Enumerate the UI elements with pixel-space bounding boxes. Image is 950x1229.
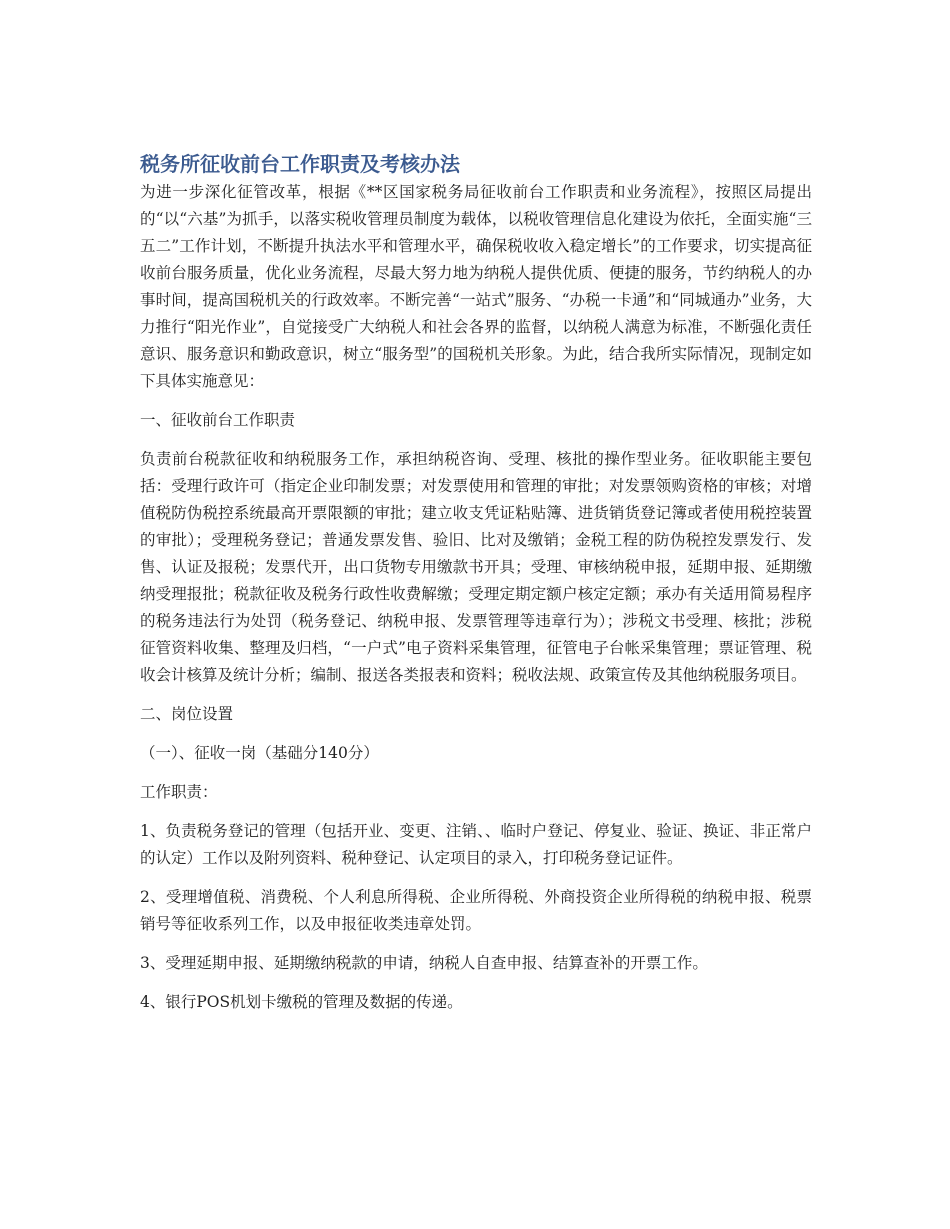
subsection-heading-post-one: （一）、征收一岗（基础分140分） [140, 744, 379, 762]
document-page [140, 150, 812, 1016]
duties-paragraph: 负责前台税款征收和纳税服务工作，承担纳税咨询、受理、核批的操作型业务。征收职能主要包括：受理行政许可（指定企业印制发票；对发票使用和管理的审批；对发票领购资格的审核；对增值税防伪税控系统最高开票限额的审批；建立收支凭证粘贴簿、进货销货登记簿或者使用税控装置的审批）；受理税务登记；普通发票发售、验旧、比对及缴销；金税工程的防伪税控发票发行、发售、认证及报税；发票代开，出口货物专用缴款书开具；受理、审核纳税申报，延期申报、延期缴纳受理报批；税款征收及税务行政性收费解缴；受理定期定额户核定定额；承办有关适用简易程序的税务违法行为处罚（税务登记、纳税申报、发票管理等违章行为）；涉税文书受理、核批；涉税征管资料收集、整理及归档，“一户式”电子资料采集管理，征管电子台帐采集管理；票证管理、税收会计核算及统计分析；编制、报送各类报表和资料；税收法规、政策宣传及其他纳税服务项目。 [140, 450, 812, 684]
section-heading-positions: 二、岗位设置 [140, 705, 234, 723]
intro-paragraph: 为进一步深化征管改革，根据《**区国家税务局征收前台工作职责和业务流程》，按照区局提出的“以“六基”为抓手，以落实税收管理员制度为载体，以税收管理信息化建设为依托，全面实施“三五二”工作计划，不断提升执法水平和管理水平，确保税收收入稳定增长”的工作要求，切实提高征收前台服务质量，优化业务流程，尽最大努力地为纳税人提供优质、便捷的服务，节约纳税人的办事时间，提高国税机关的行政效率。不断完善“一站式”服务、“办税一卡通”和“同城通办”业务，大力推行“阳光作业”，自觉接受广大纳税人和社会各界的监督，以纳税人满意为标准，不断强化责任意识、服务意识和勤政意识，树立“服务型”的国税机关形象。为此，结合我所实际情况，现制定如下具体实施意见： [140, 183, 812, 390]
duty-item-2: 2、受理增值税、消费税、个人利息所得税、企业所得税、外商投资企业所得税的纳税申报、税票销号等征收系列工作，以及申报征收类违章处罚。 [140, 888, 812, 933]
duty-item-4: 4、银行POS机划卡缴税的管理及数据的传递。 [140, 993, 463, 1011]
duty-item-1: 1、负责税务登记的管理（包括开业、变更、注销、、临时户登记、停复业、验证、换证、非正常户的认定）工作以及附列资料、税种登记、认定项目的录入，打印税务登记证件。 [140, 822, 812, 867]
document-title: 税务所征收前台工作职责及考核办法 [140, 152, 460, 176]
duty-item-3: 3、受理延期申报、延期缴纳税款的申请，纳税人自查申报、结算查补的开票工作。 [140, 954, 708, 972]
work-duties-label: 工作职责： [140, 783, 218, 801]
section-heading-duties: 一、征收前台工作职责 [140, 411, 296, 429]
